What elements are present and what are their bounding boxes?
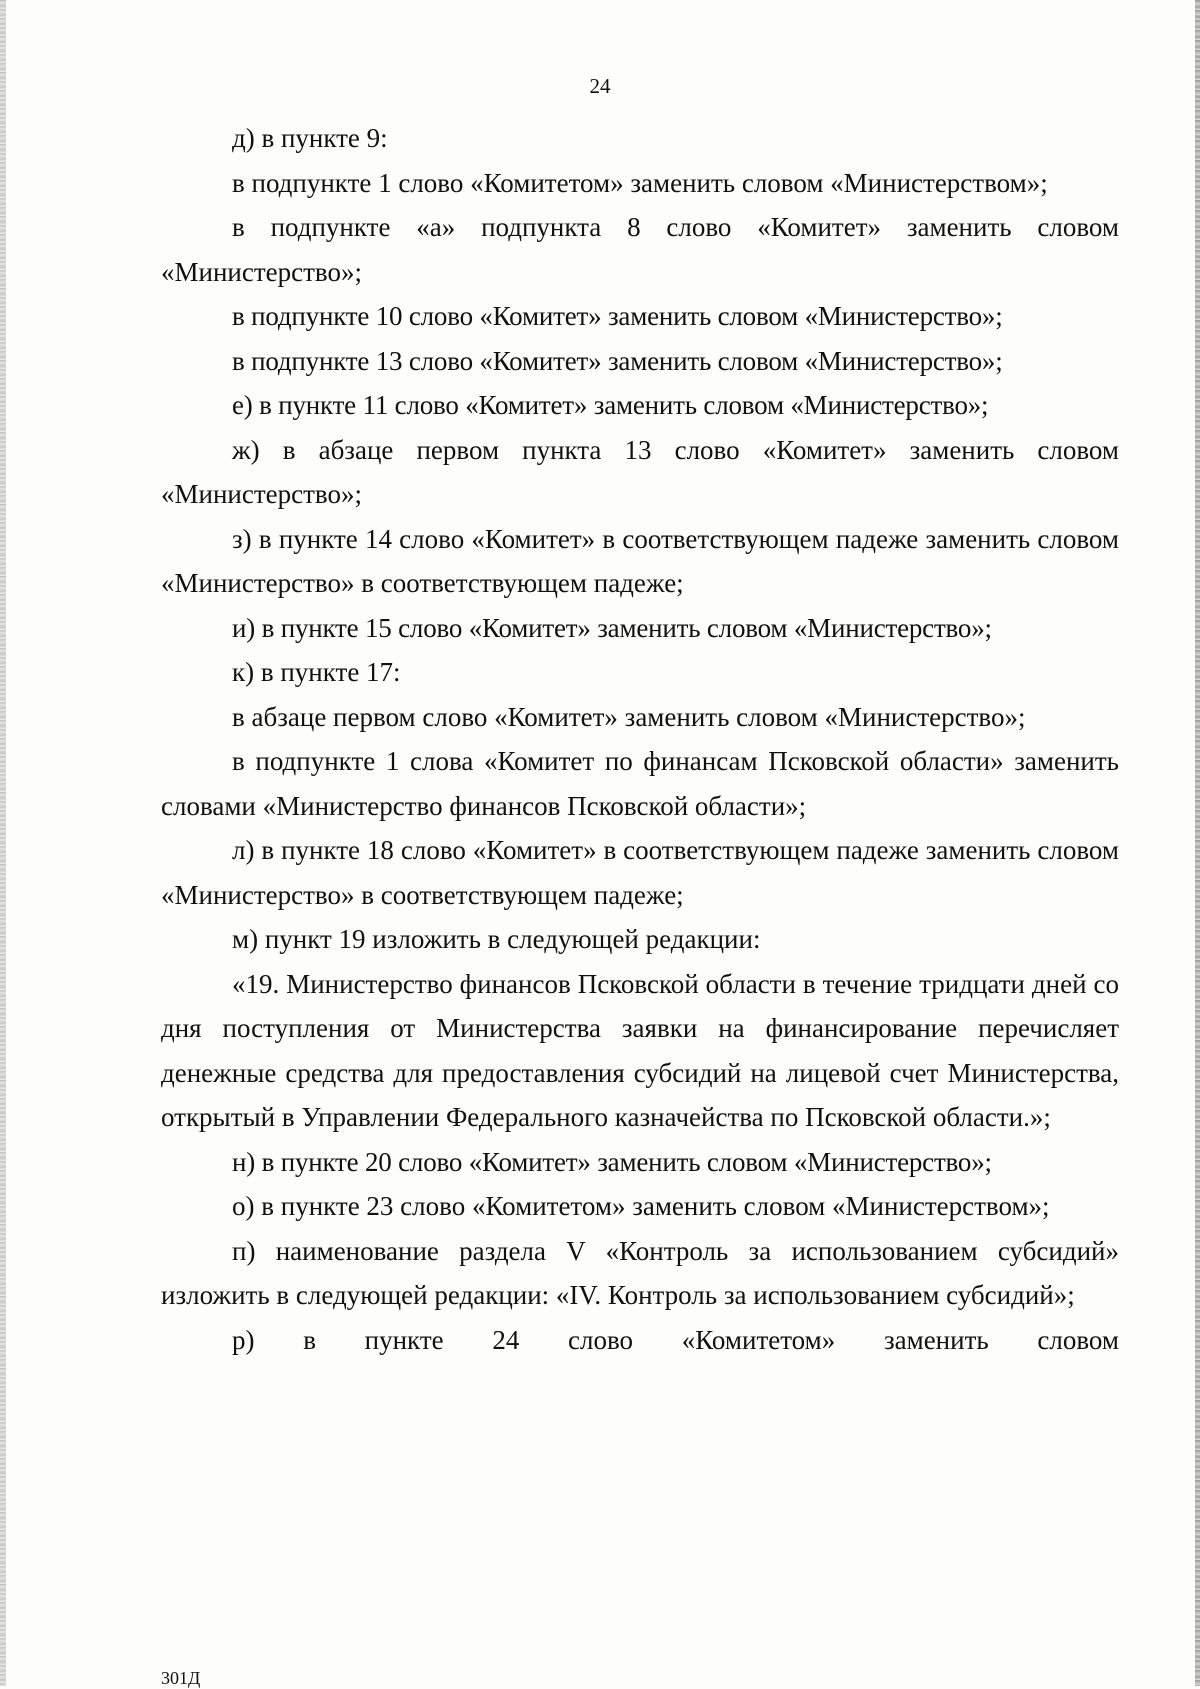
paragraph: в подпункте 1 слово «Комитетом» заменить словом «Министерством»; xyxy=(232,167,1048,198)
paragraph: н) в пункте 20 слово «Комитет» заменить словом «Министерство»; xyxy=(232,1146,992,1177)
paragraph: в подпункте 13 слово «Комитет» заменить словом «Министерство»; xyxy=(232,345,1003,376)
paragraph: в подпункте «а» подпункта 8 слово «Комитет» заменить словом «Министерство»; xyxy=(161,212,1119,287)
paragraph: в абзаце первом слово «Комитет» заменить словом «Министерство»; xyxy=(232,701,1026,732)
paragraph: м) пункт 19 изложить в следующей редакции: xyxy=(232,924,761,954)
paragraph: и) в пункте 15 слово «Комитет» заменить словом «Министерство»; xyxy=(232,612,992,643)
paragraph: о) в пункте 23 слово «Комитетом» заменить словом «Министерством»; xyxy=(232,1191,1050,1221)
paragraph: ж) в абзаце первом пункта 13 слово «Комитет» заменить словом «Министерство»; xyxy=(161,434,1119,509)
paragraph: р) в пункте 24 слово «Комитетом» заменить словом xyxy=(232,1324,1119,1355)
paragraph: в подпункте 10 слово «Комитет» заменить словом «Министерство»; xyxy=(232,301,1003,331)
paragraph: «19. Министерство финансов Псковской области в течение тридцати дней со дня поступления от Министерства заявки на финансирование перечисляет денежные средства для предоставления субсидий на лицевой счет Министерства, открытый в Управлении Федерального казначейства по Псковской области.»; xyxy=(161,968,1119,1132)
paragraph: п) наименование раздела V «Контроль за использованием субсидий» изложить в следующей редакции: «IV. Контроль за использованием субсидий»; xyxy=(161,1235,1119,1310)
page-number: 24 xyxy=(589,74,611,98)
paragraph: д) в пункте 9: xyxy=(232,123,388,153)
scan-right-edge xyxy=(1195,0,1200,1686)
paragraph: л) в пункте 18 слово «Комитет» в соответствующем падеже заменить словом «Министерство» в соответствующем падеже; xyxy=(161,835,1119,910)
paragraph: з) в пункте 14 слово «Комитет» в соответствующем падеже заменить словом «Министерство» в соответствующем падеже; xyxy=(161,523,1119,598)
paragraph: е) в пункте 11 слово «Комитет» заменить словом «Министерство»; xyxy=(232,390,989,420)
paragraph: к) в пункте 17: xyxy=(232,657,401,687)
document-code: 301Д xyxy=(161,1668,201,1688)
paragraph: в подпункте 1 слова «Комитет по финансам Псковской области» заменить словами «Министерство финансов Псковской области»; xyxy=(161,746,1119,821)
scan-left-edge xyxy=(0,0,6,1686)
document-body xyxy=(161,116,1119,1362)
